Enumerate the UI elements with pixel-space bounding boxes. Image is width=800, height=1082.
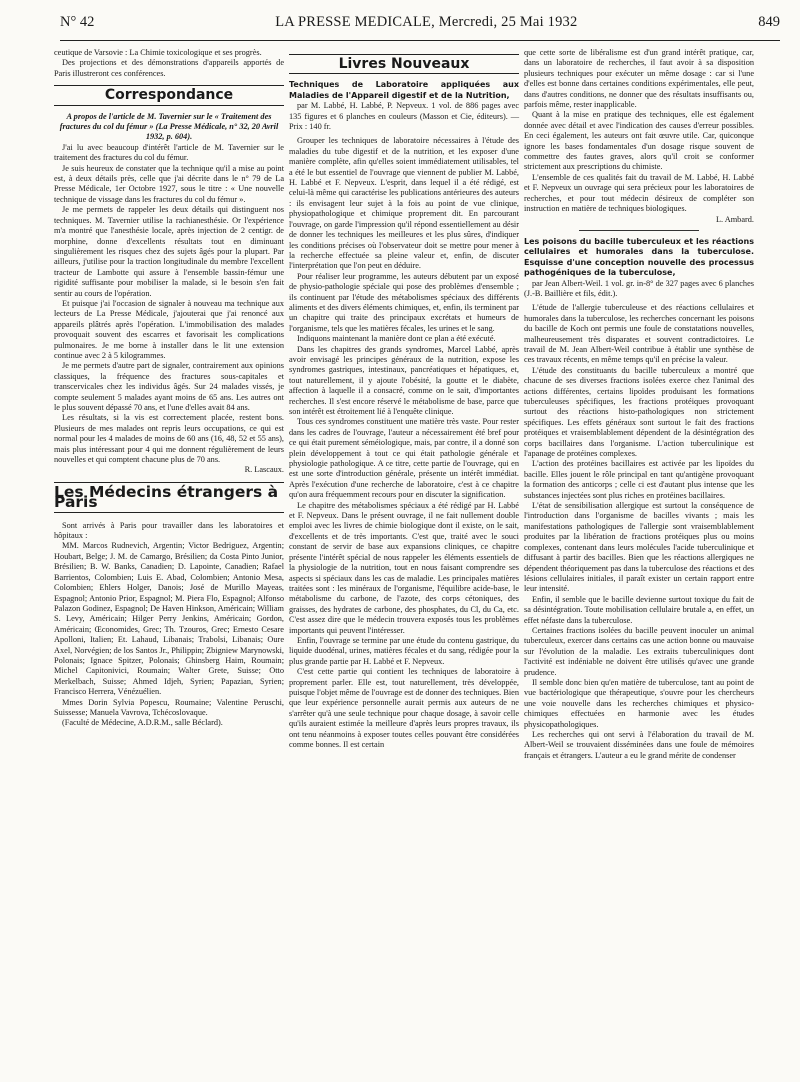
paragraph: Je me permets d'autre part de signaler, contrairement aux opinions classiques, la fréquence des fractures sous-capitales et transcervicales chez les individus âgés. Sur 24 malades vissés, je compte seulement 5 malades ayant moins de 65 ans. Les autres ont le plus souvent dépassé 70 ans, et l'une d'elles avait 84 ans.: [54, 361, 284, 412]
paragraph: C'est cette partie qui contient les techniques de laboratoire à proprement parler. Elle est, tout naturellement, très développée, puisque l'objet même de l'ouvrage est de donner des techniques. Bien que leur expérience personnelle aurait permis aux auteurs de ne s'arrêter qu'à une seule technique pour chaque dosage, à savoir celle qu'ils auraient estimée la meilleure d'après leurs propres travaux, ils ont tenu néanmoins à exposer toutes celles pouvant être considérées comme bonnes. Il est certain: [289, 667, 519, 749]
journal-title: LA PRESSE MEDICALE, Mercredi, 25 Mai 1932: [275, 14, 578, 30]
paragraph: MM. Marcos Rudnevich, Argentin; Victor Bedriguez, Argentin; Houbart, Belge; J. M. de Camargo, Brésilien; da Costa Pinto Junior, Brésilien; B. W. Banks, Canadien; D. Lapointe, Canadien; Rafael Barrientos, Colombien; Luis E. Abad, Colombien; Antonio Mesa, Colombien; Ehlers Holger, Danois; José de Murillo Mayeas, Espagnol; Antonio Prior, Espagnol; M. Piera Flo, Espagnol; Alfonso Palazon Godinez, Espagnol; De Haven Hinkson, Américain; William S. Levy, Américain; Hilger Perry Jenkins, Américain; Gordon, Américain; Œconomides, Grec; Th. Tzouros, Grec; Ernesto Cesare Apolloni, Italien; Et. Lahaud, Libanais; Trabolsi, Libanais; Oure Axel, Norvégien; de los Santos Jr., Philippin; Zbigniew Marynowski, Polonais; Ignace Spitzer, Polonais; Ghinsberg Haim, Roumain; Michel Capitonivici, Roumain; Walter Grete, Suisse; Otto Merkelbach, Suisse; Ahmed Idjeh, Syrien; Papazian, Syrien; Francisco Herrera, Vénézuélien.: [54, 541, 284, 697]
paragraph: J'ai lu avec beaucoup d'intérêt l'article de M. Tavernier sur le traitement des fractures du col du fémur.: [54, 142, 284, 163]
paragraph: L'action des protéines bacillaires est activée par les lipoïdes du bacille. Elles jouent le rôle principal en tant qu'antigène provoquant la formation des anticorps ; celle ci est d'autant plus intense que les substances injectées sont plus riches en protéines bacillaires.: [524, 459, 754, 500]
book-title: Les poisons du bacille tuberculeux et les réactions cellulaires et humorales dans la tuberculose. Esquisse d'une conception nouvelle des processus pathogéniques de la tuberculose,: [524, 236, 754, 278]
paragraph: Enfin, l'ouvrage se termine par une étude du contenu gastrique, du liquide duodénal, urines, matières fécales et du sang, rédigée pour la plus grande partie par H. Labbé et F. Nepveux.: [289, 635, 519, 666]
paragraph: Quant à la mise en pratique des techniques, elle est également donnée avec détail et avec l'indication des causes d'erreur possibles. En ceci également, les auteurs ont fait œuvre utile. Car, quiconque ignore les bases fondamentales d'un dosage risque souvent de commettre des fautes graves, alors qu'il croit se conformer strictement aux prescriptions du chimiste.: [524, 110, 754, 172]
paragraph: Sont arrivés à Paris pour travailler dans les laboratoires et hôpitaux :: [54, 520, 284, 541]
paragraph: Il semble donc bien qu'en matière de tuberculose, tant au point de vue bactériologique que thérapeutique, s'ouvre pour les chercheurs une voie nouvelle dans les recherches chimiques et physico-chimiques effectuées en harmonie avec les études physicopathologiques.: [524, 677, 754, 729]
paragraph: Les résultats, si la vis est correctement placée, restent bons. Plusieurs de mes malades ont repris leurs occupations, ce qui est normal pour les 4 malades de moins de 60 ans (16, 48, 52 et 55 ans), mais plus intéressant pour 4 qui me donnent régulièrement de leurs nouvelles et qui comptent chacune plus de 70 ans.: [54, 413, 284, 465]
signature: R. Lascaux.: [244, 465, 284, 475]
paragraph: Grouper les techniques de laboratoire nécessaires à l'étude des maladies du tube digestif et de la nutrition, et les exposer d'une manière complète, afin qu'elles soient immédiatement utilisables, tel a été le but essentiel de l'ouvrage que viennent de publier M. Labbé, H. Labbé et F. Nepveux. L'esprit, dans lequel il a été rédigé, est celui-là même qui caractérise les publications antérieures des auteurs : ils envisagent leur sujet à la fois au point de vue clinique, physiopathologique et chimique proprement dit. En parcourant l'ouvrage, on garde l'impression qu'il répond essentiellement au désir de donner les techniques les meilleures et les plus sûres, d'indiquer les conditions précises où l'observateur doit se mettre pour mener à la recherche effectuée sa pleine valeur et, enfin, de discuter l'interprétation que l'on peut en déduire.: [289, 136, 519, 271]
paragraph: Indiquons maintenant la manière dont ce plan a été exécuté.: [297, 334, 496, 344]
column-middle: [289, 48, 519, 750]
divider: [579, 230, 699, 231]
section-title-livres: Livres Nouveaux: [289, 54, 519, 74]
paragraph: (Faculté de Médecine, A.D.R.M., salle Béclard).: [62, 718, 223, 728]
issue-number: N° 42: [60, 14, 95, 30]
paragraph: Certaines fractions isolées du bacille peuvent inoculer un animal tuberculeux, exercer dans certains cas une action bonne ou mauvaise sur l'évolution de la maladie. Les extraits tuberculiniques dont l'activité est indéniable ne doivent être utilisés qu'avec une grande prudence.: [524, 625, 754, 677]
paragraph: Je me permets de rappeler les deux détails qui distinguent nos techniques. M. Tavernier utilise la rachianesthésie. Or l'expérience m'a montré que l'anesthésie locale, après injection de 2 centigr. de morphine, donne d'excellents résultats tout en diminuant singulièrement les risques chez des sujets âgés pour la plupart. Par ailleurs, j'utilise pour la traction longitudinale du membre l'excellent tracteur de Lambotte qui assure à l'ensemble bassin-fémur une rigidité suffisante pour mobiliser la malade, si le besoin s'en fait sentir au cours de l'opération.: [54, 205, 284, 298]
paragraph: que cette sorte de libéralisme est d'un grand intérêt pratique, car, dans un laboratoire de recherches, il faut avoir à sa disposition plusieurs techniques pour exécuter un même dosage : car si l'une d'elles est bonne dans certaines conditions expérimentales, elle peut, dans d'autres conditions, ne donner que des résultats insuffisants ou, parfois même, rester inapplicable.: [524, 48, 754, 110]
book-reference: par M. Labbé, H. Labbé, P. Nepveux. 1 vol. de 886 pages avec 135 figures et 6 planches en couleurs (Masson et Cie, éditeurs). — Prix : 140 fr.: [289, 101, 519, 132]
paragraph: Dans les chapitres des grands syndromes, Marcel Labbé, après avoir envisagé les principes généraux de la nutrition, expose les syndromes gastriques, intestinaux, pancréatiques et hépatiques, et, tout naturellement, il y ajoute l'obésité, la goutte et le diabète, affection à laquelle il a consacré, comme on le sait, d'importantes recherches. Il s'est encore réservé le métabolisme de base, parce que son intérêt est étroitement lié à l'enquête clinique.: [289, 344, 519, 416]
article-subhead: A propos de l'article de M. Tavernier sur le « Traitement des fractures du col du fémur » (La Presse Médicale, n° 32, 20 Avril 1932, p. 604).: [59, 111, 279, 142]
column-left: [54, 48, 284, 729]
paragraph: Je suis heureux de constater que la technique qu'il a mise au point est, à deux détails près, celle que j'ai décrite dans le n° 79 de La Presse Médicale, 1er Octobre 1927, sous le titre : « Une nouvelle technique de vissage dans les fractures du col du fémur ».: [54, 163, 284, 204]
masthead: [60, 14, 780, 41]
book-title: Techniques de Laboratoire appliquées aux Maladies de l'Appareil digestif et de la Nutrition,: [289, 80, 519, 100]
paragraph: Tous ces syndromes constituent une matière très vaste. Pour rester dans les cadres de l'ouvrage, l'auteur a nécessairement été bref pour ce qui était purement séméiologique, mais, par contre, il a donné son plein développement à tout ce qui était pathologie générale et physiologie pathologique. A ce titre, cette partie de l'ouvrage, qui en est une sorte d'introduction générale, présente un intérêt immédiat. Après l'exécution d'une recherche de laboratoire, c'est à ce chapitre qu'on aura fréquemment recours pour en discuter la signification.: [289, 417, 519, 500]
section-title-correspondance: Correspondance: [54, 85, 284, 105]
book-reference: par Jean Albert-Weil. 1 vol. gr. in-8° de 327 pages avec 6 planches (J.-B. Baillière et fils, édit.).: [524, 278, 754, 298]
paragraph: Des projections et des démonstrations d'appareils apportés de Paris illustreront ces conférences.: [54, 58, 284, 78]
paragraph: Pour réaliser leur programme, les auteurs débutent par un exposé de physio-pathologie spéciale qui pose des problèmes d'ensemble ; ils continuent par l'étude des métabolismes spéciaux des différents aliments et des divers éléments chimiques, et, enfin, ils terminent par un chapitre qui traite des principaux excrétats et humeurs de l'organisme, tels que les matières fécales, les urines et le sang.: [289, 271, 519, 333]
paragraph: Enfin, il semble que le bacille devienne surtout toxique du fait de sa désintégration. Toute mobilisation cellulaire brutale a, en effet, un effet néfaste dans la tuberculose.: [524, 594, 754, 625]
column-right: [524, 48, 754, 761]
paragraph: L'ensemble de ces qualités fait du travail de M. Labbé, H. Labbé et F. Nepveux un ouvrage qui sera précieux pour les laboratoires de recherches, et pour tout médecin désireux de compléter son instruction en matière de techniques biologiques.: [524, 172, 754, 214]
paragraph: Le chapitre des métabolismes spéciaux a été rédigé par H. Labbé et F. Nepveux. Dans le présent ouvrage, il ne fait nullement double emploi avec les livres de chimie biologique dont il existe, on le sait, d'excellents et de très importants. C'est que, traité avec le souci constant de servir de base aux expansions cliniques, ce chapitre présente l'intérêt spécial de nous rappeler les éléments essentiels de la physiologie de la nutrition, tout en nous faisant comprendre ses aspects si spéciaux dans les cas de maladie. Les principales matières traitées sont : les minéraux de l'organisme, l'équilibre acide-base, le métabolisme du carbone, de l'azote, des corps cétoniques, des graisses, des hydrates de carbone, des phosphates, du Cl, du Ca, etc. C'est assez dire que le médecin trouvera exposés tous les problèmes importants qui peuvent l'intéresser.: [289, 500, 519, 635]
page-number: 849: [758, 14, 780, 30]
paragraph: Les recherches qui ont servi à l'élaboration du travail de M. Albert-Weil se trouvaient disséminées dans une foule de mémoires français et étrangers. L'auteur a eu le grand mérite de condenser: [524, 730, 754, 760]
section-title-medecins: Les Médecins étrangers à Paris: [54, 482, 284, 513]
paragraph: L'étude de l'allergie tuberculeuse et des réactions cellulaires et humorales dans la tuberculose, les recherches concernant les poisons du bacille de Koch ont permis une foule de constatations nouvelles, malheureusement très disparates et souvent contradictoires. Le travail de M. Jean Albert-Weil contribue à établir une synthèse de ces travaux récents, en même temps qu'il en précise la valeur.: [524, 303, 754, 365]
paragraph: Et puisque j'ai l'occasion de signaler à nouveau ma technique aux lecteurs de La Presse Médicale, j'ajouterai que j'ai renoncé aux appareils plâtrés après l'opération. L'immobilisation des malades provoquait souvent des escarres et favorisait les complications pulmonaires. Je me borne à installer dans le lit une extension continue avec 2 à 5 kilogrammes.: [54, 298, 284, 360]
paragraph: L'état de sensibilisation allergique est surtout la conséquence de l'introduction dans l'organisme de bacilles vivants ; mais les manifestations pathologiques de l'allergie sont vraisemblablement produites par la libération de fractions protéiques plus ou moins complexes, contenant dans leurs molécules l'acide tuberculinique et diffusant à partir des bacilles. Bien que les réactions allergiques ne dépendent théoriquement pas dans la tuberculose des réactions et des lésions cellulaires initiales, il paraît exister un certain rapport entre leur intensité.: [524, 501, 754, 594]
signature: L. Ambard.: [715, 214, 754, 224]
paragraph: ceutique de Varsovie : La Chimie toxicologique et ses progrès.: [54, 48, 262, 57]
paragraph: Mmes Dorin Sylvia Popescu, Roumaine; Valentine Peruschi, Suissesse; Manuela Vavrova, Tchécoslovaque.: [54, 697, 284, 717]
paragraph: L'étude des constituants du bacille tuberculeux a montré que chacune de ses diverses fractions isolées exerce chez l'animal des actions différentes, certains lipoïdes produisant les formations tuberculeuses spécifiques, les fractions protéiques provoquant surtout des réactions histo-pathologiques non strictement spécifiques. Les effets généraux sont surtout le fait des fractions protéiques et vraisemblablement dépendent de la désintégration des corps bacillaires dans l'organisme. L'action tuberculinique est l'apanage de protéines complexes.: [524, 365, 754, 459]
